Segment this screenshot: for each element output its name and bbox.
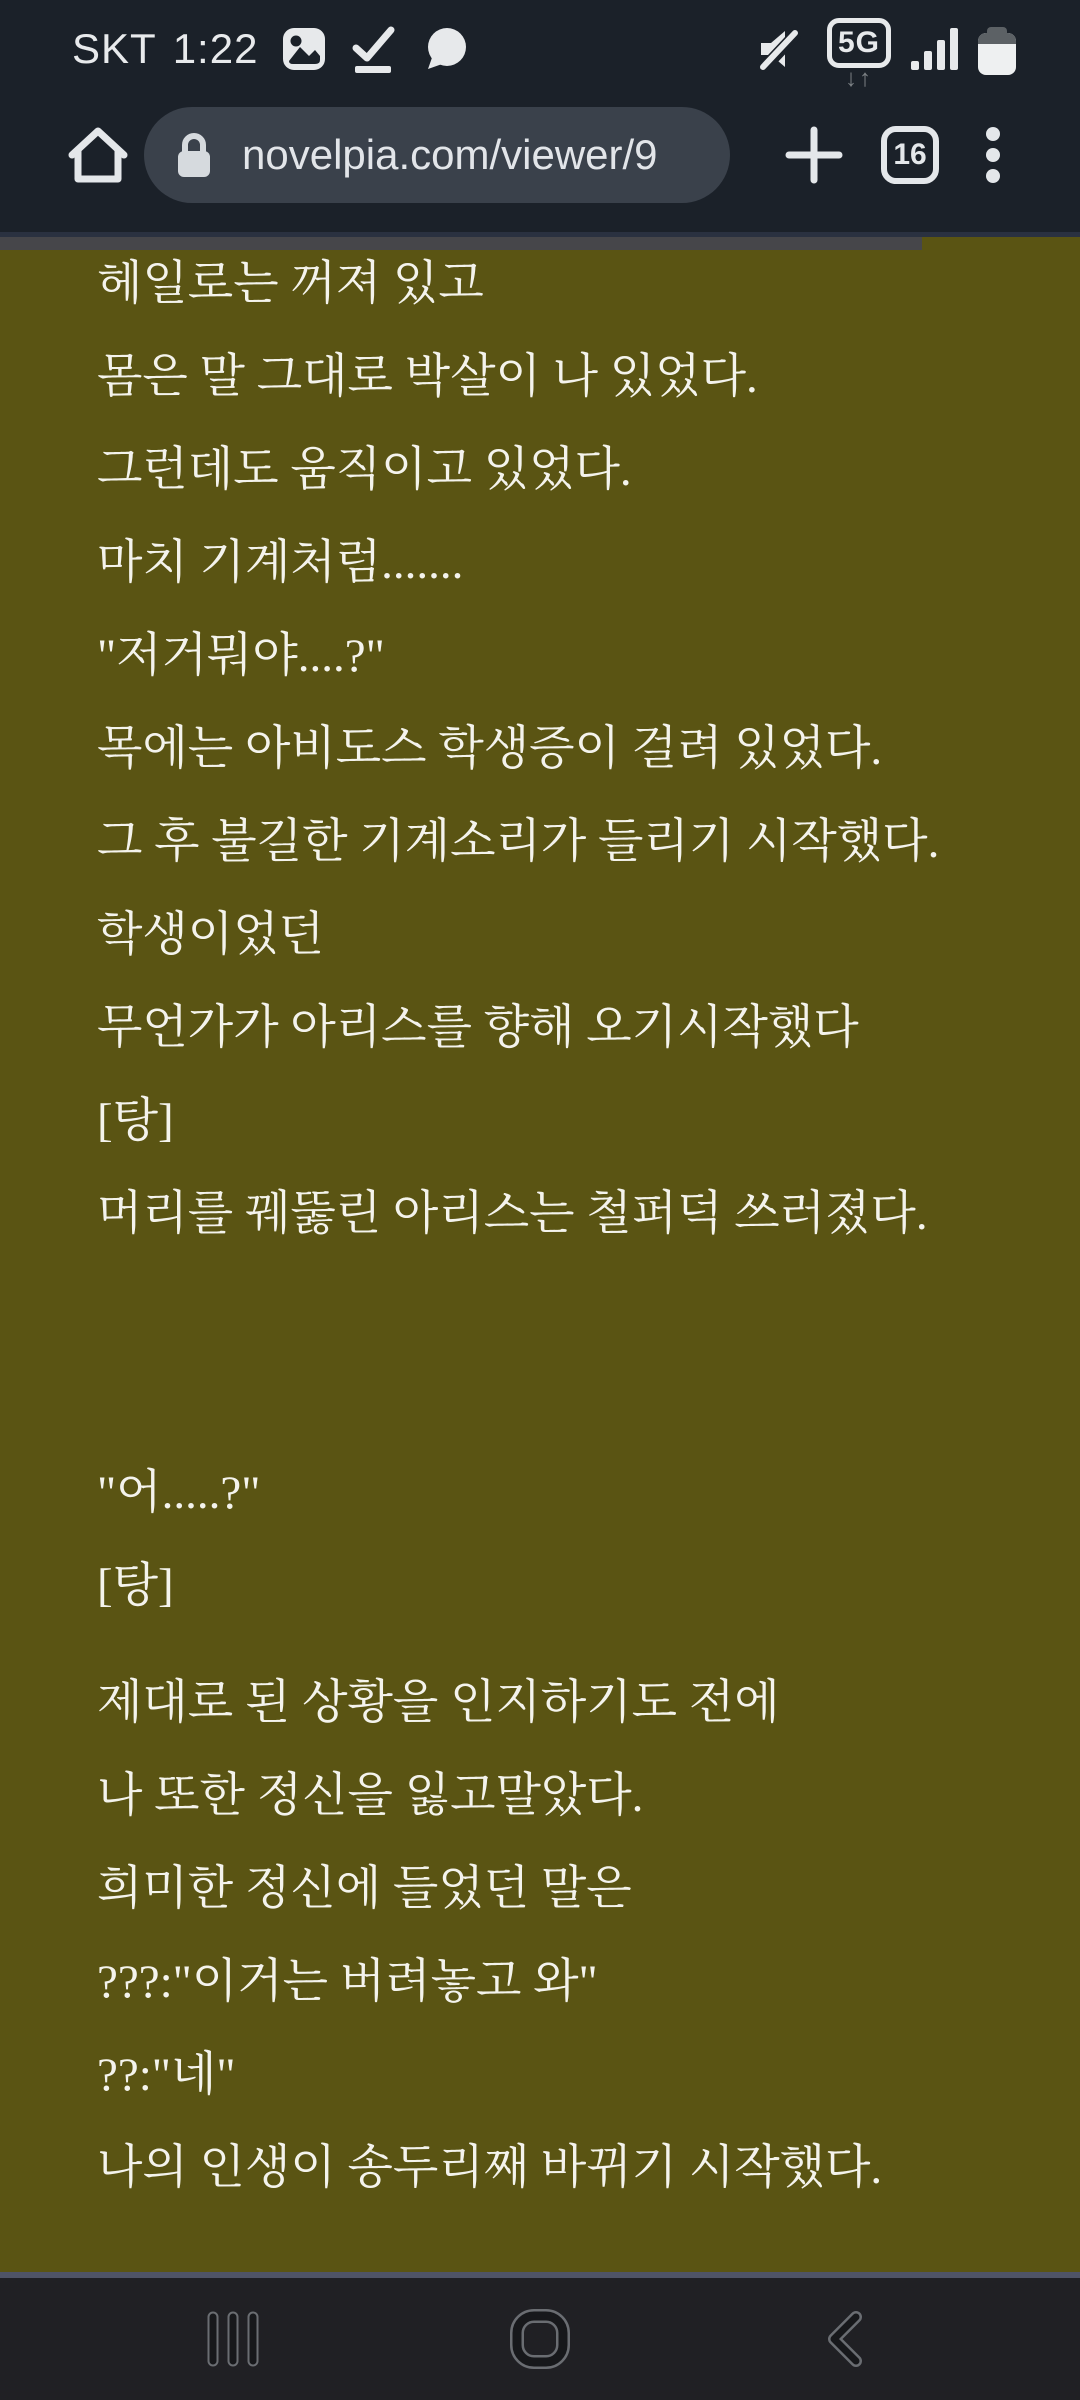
reading-progress-fill bbox=[0, 237, 922, 250]
new-tab-button[interactable] bbox=[766, 124, 862, 186]
novel-line: "어.....?" bbox=[97, 1467, 261, 1519]
status-right bbox=[755, 8, 1016, 90]
lock-icon bbox=[172, 129, 216, 181]
clock: 1:22 bbox=[172, 25, 259, 72]
novel-line: [탕] bbox=[97, 1560, 174, 1612]
novel-line: 몸은 말 그대로 박살이 나 있었다. bbox=[97, 351, 758, 403]
network-5g-badge: 5G bbox=[827, 18, 891, 68]
novel-line: 마치 기계처럼....... bbox=[97, 537, 464, 589]
novel-line: 학생이었던 bbox=[97, 909, 325, 961]
novel-line bbox=[97, 1261, 1040, 1354]
plus-icon bbox=[783, 124, 845, 186]
three-dot-menu-icon bbox=[986, 127, 1000, 183]
novel-line: 무언가가 아리스를 향해 오기시작했다 bbox=[97, 1002, 859, 1054]
novel-line: 나 또한 정신을 잃고말았다. bbox=[97, 1770, 644, 1822]
android-nav-bar bbox=[0, 2278, 1080, 2400]
image-icon bbox=[280, 25, 328, 73]
novel-line: 목에는 아비도스 학생증이 걸려 있었다. bbox=[97, 723, 883, 775]
volume-mute-icon bbox=[755, 23, 807, 75]
home-icon bbox=[64, 123, 132, 187]
novel-line: 그런데도 움직이고 있었다. bbox=[97, 444, 632, 496]
novel-line: 나의 인생이 송두리째 바뀌기 시작했다. bbox=[97, 2142, 883, 2194]
tab-count-badge: 16 bbox=[881, 126, 939, 184]
home-nav-button[interactable] bbox=[509, 2308, 571, 2370]
carrier-label: SKT bbox=[72, 25, 157, 72]
novel-line: [탕] bbox=[97, 1095, 174, 1147]
novel-text bbox=[97, 250, 1040, 2215]
check-underline-icon bbox=[350, 23, 398, 75]
novel-line: 머리를 꿰뚫린 아리스는 철퍼덕 쓰러졌다. bbox=[97, 1188, 928, 1240]
status-left bbox=[72, 23, 470, 75]
home-squircle-icon bbox=[509, 2308, 571, 2370]
url-text: novelpia.com/viewer/9 bbox=[242, 131, 658, 178]
novel-line: ??:"네" bbox=[97, 2049, 236, 2101]
novel-line: 그 후 불길한 기계소리가 들리기 시작했다. bbox=[97, 816, 940, 868]
chat-bubble-icon bbox=[420, 24, 470, 74]
status-bar bbox=[0, 0, 1080, 92]
tab-switcher-button[interactable] bbox=[862, 126, 958, 184]
reading-progress-track bbox=[0, 237, 1080, 250]
recents-button[interactable] bbox=[203, 2311, 263, 2367]
status-text bbox=[72, 25, 258, 73]
network-5g-icon bbox=[827, 18, 891, 90]
back-icon bbox=[820, 2309, 870, 2369]
novel-viewer[interactable] bbox=[0, 250, 1080, 2272]
browser-toolbar bbox=[0, 92, 1080, 232]
novel-line: 제대로 된 상황을 인지하기도 전에 bbox=[97, 1677, 780, 1729]
recents-icon bbox=[203, 2311, 263, 2367]
menu-button[interactable] bbox=[958, 127, 1028, 183]
home-button[interactable] bbox=[52, 123, 144, 187]
url-bar[interactable] bbox=[144, 107, 730, 203]
data-arrows-icon: ↓↑ bbox=[845, 65, 873, 92]
novel-line: 희미한 정신에 들었던 말은 bbox=[97, 1863, 632, 1915]
battery-icon bbox=[978, 27, 1016, 75]
back-button[interactable] bbox=[820, 2309, 870, 2369]
novel-line: ???:"이거는 버려놓고 와" bbox=[97, 1956, 598, 2008]
signal-strength-icon bbox=[911, 28, 958, 70]
novel-line: "저거뭐야....?" bbox=[97, 630, 385, 682]
browser-chrome bbox=[0, 0, 1080, 232]
novel-line bbox=[97, 1354, 1040, 1447]
novel-line: 헤일로는 꺼져 있고 bbox=[97, 258, 484, 310]
